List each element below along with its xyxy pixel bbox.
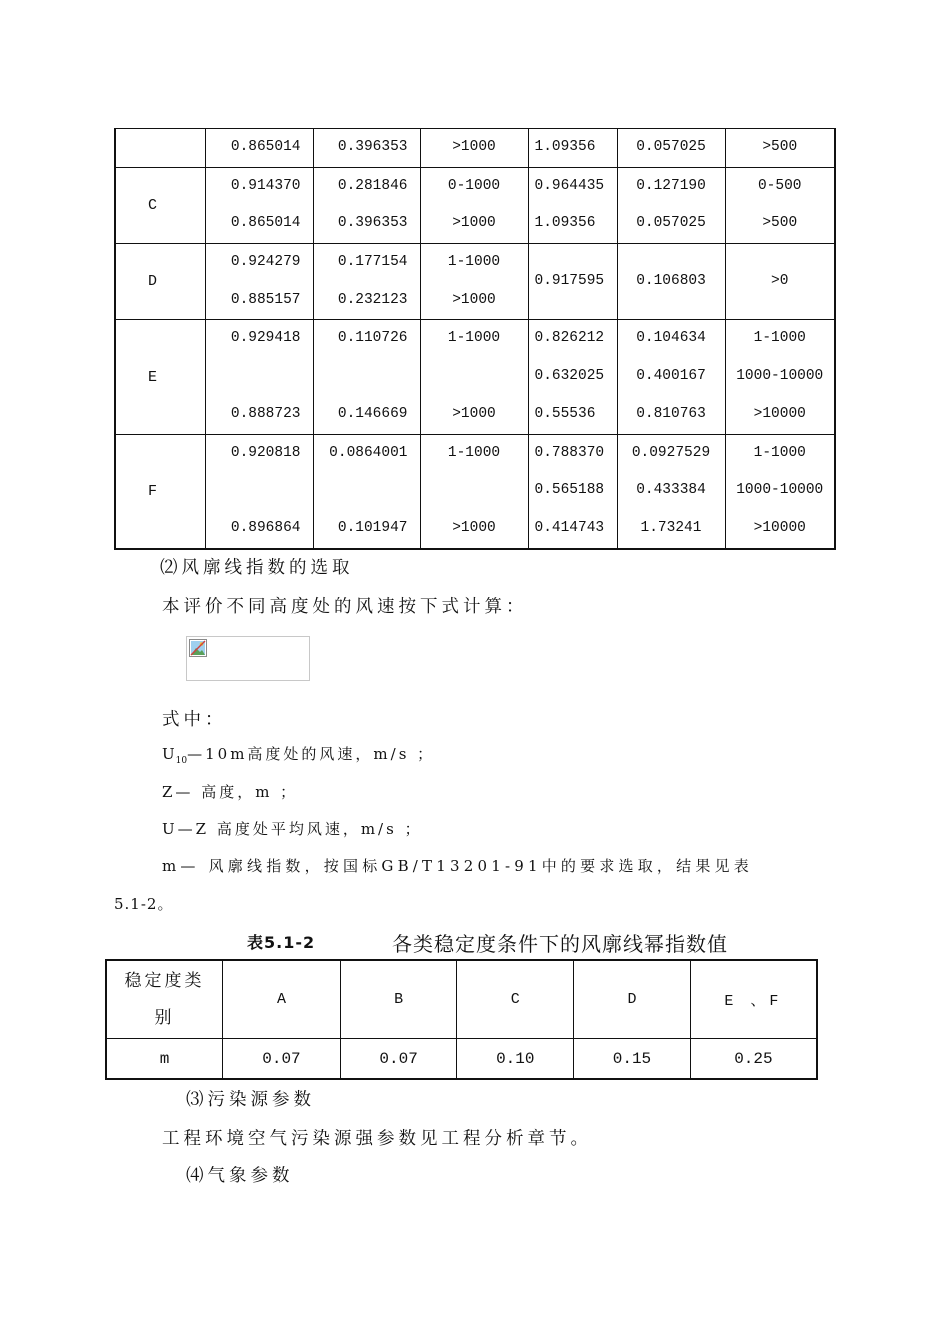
coefficient-cell — [725, 129, 835, 168]
coefficient-cell — [313, 244, 420, 320]
table-row — [115, 244, 835, 320]
section-heading-wind-profile: ⑵风廓线指数的选取 — [160, 558, 354, 578]
row-label-m: m — [106, 1039, 223, 1080]
table-number: 表5.1-2 — [247, 933, 316, 952]
u10-symbol: U — [162, 745, 176, 763]
cell-value: 1.73241 — [640, 519, 702, 536]
coefficient-cell — [420, 167, 528, 243]
header-stability-class-b: 别 — [154, 1007, 175, 1028]
u-definition: U—Z 高度处平均风速，m/s ； — [162, 820, 423, 838]
cell-value: 0.885157 — [230, 291, 301, 308]
table-row — [115, 320, 835, 434]
m-definition: m— 风廓线指数，按国标GB/T13201-91中的要求选取，结果见表 — [162, 857, 753, 875]
cell-value — [206, 358, 313, 396]
cell-value: >500 — [762, 215, 798, 232]
cell-value: 0.146669 — [337, 405, 408, 422]
cell-value: >1000 — [452, 519, 496, 536]
value-a: 0.07 — [223, 1039, 341, 1080]
cell-value: 0.920818 — [230, 444, 301, 461]
cell-value: 0.929418 — [230, 330, 301, 347]
stability-class-cell — [115, 129, 205, 168]
section-heading-meteorology: ⑷气象参数 — [186, 1166, 294, 1186]
cell-value: 0.0864001 — [329, 444, 408, 461]
table-row — [115, 167, 835, 243]
header-c: C — [457, 960, 574, 1039]
cell-value: 0.396353 — [337, 215, 408, 232]
value-d: 0.15 — [574, 1039, 691, 1080]
stability-class-cell: C — [115, 167, 205, 243]
cell-value: 0.400167 — [636, 368, 706, 385]
coefficient-cell — [617, 129, 725, 168]
coefficient-cell — [528, 129, 617, 168]
coefficient-cell — [617, 244, 725, 320]
cell-value: 0.632025 — [534, 368, 605, 385]
header-b: B — [340, 960, 457, 1039]
wind-exponent-table — [105, 959, 818, 1080]
coefficient-cell — [725, 167, 835, 243]
cell-value: >1000 — [452, 405, 496, 422]
cell-value — [314, 472, 420, 510]
header-d: D — [574, 960, 691, 1039]
table-title: 各类稳定度条件下的风廓线幂指数值 — [392, 932, 728, 956]
header-a: A — [223, 960, 341, 1039]
header-stability-class — [106, 960, 223, 1039]
value-ef: 0.25 — [690, 1039, 817, 1080]
coefficient-cell — [205, 129, 313, 168]
cell-value: 0.826212 — [534, 330, 605, 347]
broken-image-icon — [189, 639, 207, 657]
cell-value — [206, 472, 313, 510]
cell-value: 0.865014 — [230, 139, 301, 155]
cell-value: 0.057025 — [636, 215, 706, 232]
cell-value: >1000 — [452, 291, 496, 308]
z-definition: Z— 高度，m ； — [162, 783, 299, 801]
cell-value — [421, 358, 528, 396]
coefficient-cell — [528, 244, 617, 320]
table-caption — [0, 928, 950, 954]
source-text: 工程环境空气污染源强参数见工程分析章节。 — [162, 1129, 592, 1149]
cell-value: >10000 — [753, 519, 806, 536]
coefficient-cell — [205, 167, 313, 243]
section-heading-pollution: ⑶污染源参数 — [186, 1090, 315, 1110]
cell-value: 1000-10000 — [736, 368, 824, 385]
coefficient-cell — [617, 434, 725, 549]
coefficient-cell — [205, 434, 313, 549]
cell-value: 0.127190 — [636, 177, 706, 194]
cell-value — [314, 358, 420, 396]
coefficient-cell — [617, 320, 725, 434]
cell-value: 1-1000 — [753, 330, 806, 347]
cell-value: 1.09356 — [534, 215, 596, 232]
u10-subscript: 10 — [175, 756, 188, 766]
cell-value: 0.232123 — [337, 291, 408, 308]
cell-value: 0.106803 — [636, 272, 706, 289]
cell-value: 0.917595 — [534, 272, 605, 289]
cell-value: 0.924279 — [230, 254, 301, 271]
coefficient-cell — [725, 244, 835, 320]
cell-value: 0.110726 — [337, 330, 408, 347]
coefficient-cell — [420, 434, 528, 549]
stability-class-cell: E — [115, 320, 205, 434]
stability-class-cell: F — [115, 434, 205, 549]
value-c: 0.10 — [457, 1039, 574, 1080]
cell-value: 0.565188 — [534, 482, 605, 499]
table-row — [115, 434, 835, 549]
coefficient-cell — [313, 129, 420, 168]
cell-value: 0.888723 — [230, 405, 301, 422]
coefficient-cell — [313, 434, 420, 549]
coefficient-table — [114, 128, 836, 550]
header-stability-class-a: 稳定度类 — [124, 970, 205, 991]
cell-value: 0.865014 — [230, 215, 301, 232]
coefficient-cell — [420, 320, 528, 434]
cell-value: 0.433384 — [636, 482, 706, 499]
header-ef: E 、F — [690, 960, 817, 1039]
cell-value: >10000 — [753, 405, 806, 422]
m-definition-cont: 5.1-2。 — [114, 895, 174, 913]
cell-value: 1000-10000 — [736, 482, 824, 499]
cell-value: 1-1000 — [447, 444, 501, 461]
cell-value: 0-1000 — [447, 177, 501, 194]
cell-value: 1.09356 — [534, 139, 596, 155]
cell-value: >1000 — [452, 139, 496, 155]
coefficient-cell — [528, 320, 617, 434]
stability-class-cell: D — [115, 244, 205, 320]
coefficient-cell — [528, 434, 617, 549]
cell-value: 0.057025 — [636, 139, 706, 155]
cell-value: 0.788370 — [534, 444, 605, 461]
cell-value: 1-1000 — [447, 330, 501, 347]
coefficient-cell — [420, 244, 528, 320]
cell-value: 0.810763 — [636, 405, 706, 422]
cell-value: 0.914370 — [230, 177, 301, 194]
u10-description: —10m高度处的风速，m/s ； — [187, 745, 436, 763]
coefficient-cell — [420, 129, 528, 168]
cell-value: 0.281846 — [337, 177, 408, 194]
cell-value: 0.0927529 — [631, 444, 711, 461]
cell-value: 0.414743 — [534, 519, 605, 536]
cell-value: 0.396353 — [337, 139, 408, 155]
cell-value: 0.101947 — [337, 519, 408, 536]
cell-value: 0.104634 — [636, 330, 706, 347]
cell-value: 0.896864 — [230, 519, 301, 536]
cell-value: >0 — [771, 272, 789, 289]
coefficient-cell — [528, 167, 617, 243]
cell-value: 0.55536 — [534, 405, 596, 422]
coefficient-cell — [313, 320, 420, 434]
u10-definition — [162, 743, 435, 766]
coefficient-cell — [313, 167, 420, 243]
cell-value: 0.964435 — [534, 177, 605, 194]
cell-value: 0.177154 — [337, 254, 408, 271]
where-label: 式中： — [162, 710, 227, 730]
cell-value — [421, 472, 528, 510]
cell-value: 1-1000 — [753, 444, 806, 461]
table-row — [115, 129, 835, 168]
cell-value: >1000 — [452, 215, 496, 232]
cell-value: 0-500 — [757, 177, 802, 194]
value-b: 0.07 — [340, 1039, 457, 1080]
cell-value: 1-1000 — [447, 254, 501, 271]
coefficient-cell — [725, 320, 835, 434]
coefficient-cell — [617, 167, 725, 243]
coefficient-cell — [205, 244, 313, 320]
formula-image — [186, 636, 310, 681]
cell-value: >500 — [762, 139, 798, 155]
coefficient-cell — [205, 320, 313, 434]
intro-text: 本评价不同高度处的风速按下式计算： — [162, 597, 528, 617]
coefficient-cell — [725, 434, 835, 549]
